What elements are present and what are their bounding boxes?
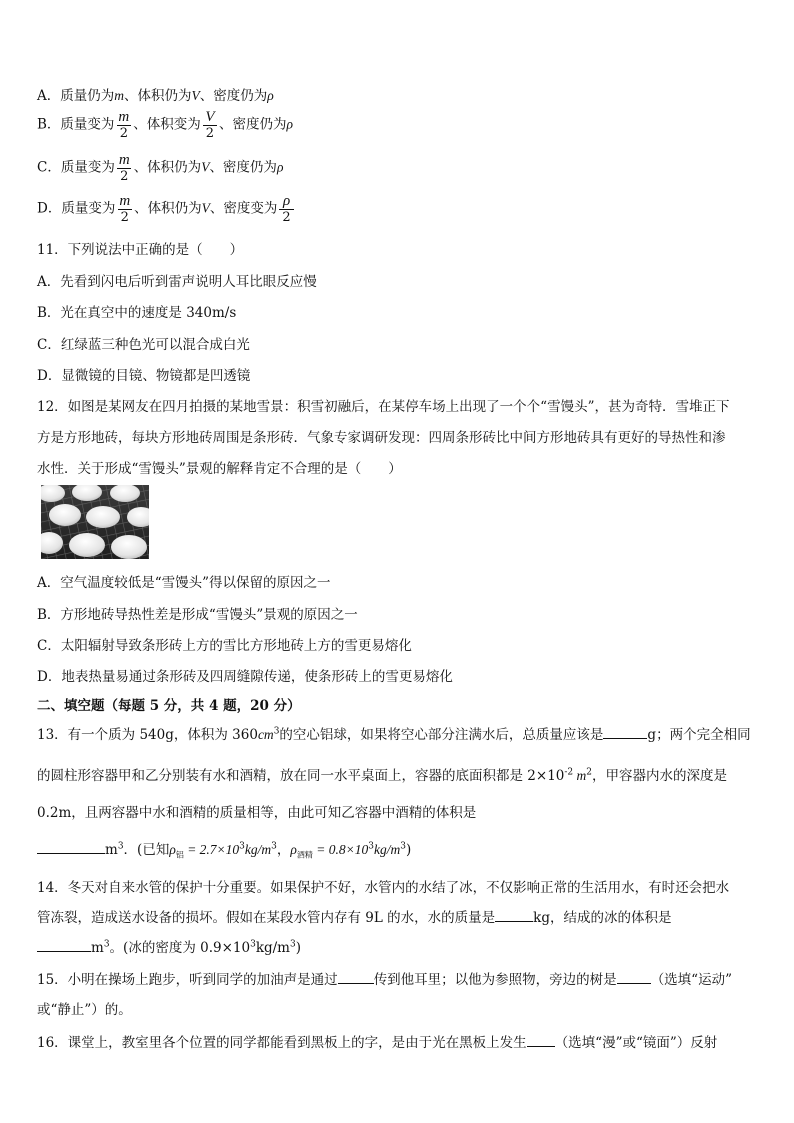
text: 、密度仍为 xyxy=(219,116,287,133)
q10-option-b xyxy=(37,110,293,140)
exponent: 3 xyxy=(368,841,374,852)
text: 的圆柱形容器甲和乙分别装有水和酒精，放在同一水平桌面上，容器的底面积都是 2×10 xyxy=(37,768,565,784)
q10-option-c xyxy=(37,153,283,183)
q12-stem-line1: 12．如图是某网友在四月拍摄的某地雪景：积雪初融后，在某停车场上出现了一个个“雪馒头”，甚为奇特．雪堆正下 xyxy=(37,399,730,415)
q12-option-a: A．空气温度较低是“雪馒头”得以保留的原因之一 xyxy=(37,575,331,591)
q13-line1 xyxy=(37,723,751,743)
q11-option-c: C．红绿蓝三种色光可以混合成白光 xyxy=(37,337,250,353)
var-m: m xyxy=(114,88,124,103)
q11-option-b: B．光在真空中的速度是 340m/s xyxy=(37,305,237,321)
q14-line3 xyxy=(37,936,301,956)
text: 、密度仍为 xyxy=(199,88,268,104)
text: 、密度仍为 xyxy=(209,159,277,176)
q16-line1 xyxy=(37,1031,717,1051)
unit: m xyxy=(105,842,118,858)
text: 16．课堂上，教室里各个位置的同学都能看到黑板上的字，是由于光在黑板上发生 xyxy=(37,1035,527,1051)
fraction-m-over-2 xyxy=(117,194,132,224)
numerator: m xyxy=(118,152,130,168)
exponent: 2 xyxy=(586,767,593,778)
exponent: 3 xyxy=(239,841,245,852)
q13-line4 xyxy=(37,838,411,861)
section-title-fill-in: 二、填空题（每题 5 分，共 4 题，20 分） xyxy=(37,698,301,714)
numerator: m xyxy=(119,193,131,209)
q15-line2: 或“静止”）的。 xyxy=(37,1002,132,1018)
subscript: 铝 xyxy=(175,850,184,860)
answer-blank[interactable] xyxy=(495,909,533,922)
q12-stem-line2: 方是方形地砖，每块方形地砖周围是条形砖．气象专家调研发现：四周条形砖比中间方形地砖具有更好的导热性和渗 xyxy=(37,430,726,446)
exponent: 3 xyxy=(273,726,280,737)
q11-stem: 11．下列说法中正确的是（ ） xyxy=(37,242,244,258)
text: ， xyxy=(276,842,291,858)
exponent: 3 xyxy=(103,939,110,950)
text: 。(冰的密度为 0.9×10 xyxy=(109,940,251,956)
denominator: 2 xyxy=(203,125,217,140)
text: 13．有一个质为 540g，体积为 360 xyxy=(37,727,258,743)
text: 、体积仍为 xyxy=(133,159,202,176)
option-label: B．质量变为 xyxy=(37,116,115,133)
text: g；两个完全相同 xyxy=(647,727,751,743)
fraction-rho-over-2 xyxy=(279,194,293,224)
var-rho: ρ xyxy=(267,88,274,103)
var-rho: ρ xyxy=(286,116,294,132)
answer-blank[interactable] xyxy=(338,971,374,984)
subscript: 酒精 xyxy=(296,850,313,860)
unit: kg/m xyxy=(255,940,290,956)
unit: kg/m xyxy=(244,842,272,857)
var-v: V xyxy=(201,159,210,175)
q13-line3: 0.2m，且两容器中水和酒精的质量相等，由此可知乙容器中酒精的体积是 xyxy=(37,805,477,821)
text: ．(已知 xyxy=(123,842,170,858)
q10-option-a xyxy=(37,84,274,104)
var-rho: ρ xyxy=(276,159,284,175)
text: = 2.7×10 xyxy=(183,842,240,857)
numerator: V xyxy=(205,109,215,125)
numerator: ρ xyxy=(282,193,291,209)
text: 的空心铝球，如果将空心部分注满水后，总质量应该是 xyxy=(279,727,604,743)
answer-blank[interactable] xyxy=(527,1034,555,1047)
var-rho: ρ xyxy=(290,842,297,857)
q12-option-d: D．地表热量易通过条形砖及四周缝隙传递，使条形砖上的雪更易熔化 xyxy=(37,669,453,685)
unit: m xyxy=(573,768,587,783)
q11-option-d: D．显微镜的目镜、物镜都是凹透镜 xyxy=(37,368,251,384)
q12-option-c: C．太阳辐射导致条形砖上方的雪比方形地砖上方的雪更易熔化 xyxy=(37,638,412,654)
exponent: 3 xyxy=(250,939,256,950)
answer-blank[interactable] xyxy=(617,971,651,984)
option-label: D．质量变为 xyxy=(37,200,116,217)
q11-option-a: A．先看到闪电后听到雷声说明人耳比眼反应慢 xyxy=(37,274,317,290)
text: （选填“运动” xyxy=(650,972,732,988)
fraction-v-over-2 xyxy=(203,110,217,140)
var-rho: ρ xyxy=(169,842,176,857)
var-v: V xyxy=(201,200,210,216)
text: ) xyxy=(295,940,301,956)
exponent: 3 xyxy=(271,841,277,852)
q10-option-d xyxy=(37,194,296,224)
exponent: -2 xyxy=(564,767,574,778)
answer-blank[interactable] xyxy=(37,939,91,952)
exponent: 3 xyxy=(289,939,296,950)
q14-line2 xyxy=(37,906,671,926)
answer-blank[interactable] xyxy=(603,726,647,739)
denominator: 2 xyxy=(117,125,131,140)
text: kg，结成的冰的体积是 xyxy=(533,910,672,926)
q15-line1 xyxy=(37,968,732,988)
text: 、密度变为 xyxy=(209,200,278,217)
q12-stem-line3: 水性．关于形成“雪馒头”景观的解释肯定不合理的是（ ） xyxy=(37,461,402,477)
fraction-m-over-2 xyxy=(116,110,131,140)
q12-option-b: B．方形地砖导热性差是形成“雪馒头”景观的原因之一 xyxy=(37,607,358,623)
denominator: 2 xyxy=(279,209,293,224)
var-v: V xyxy=(191,88,200,103)
unit: m xyxy=(91,940,104,956)
text: = 0.8×10 xyxy=(312,842,369,857)
unit: cm xyxy=(257,727,274,742)
unit: kg/m xyxy=(373,842,401,857)
text: 传到他耳里；以他为参照物，旁边的树是 xyxy=(373,972,617,988)
answer-blank[interactable] xyxy=(37,841,105,854)
fraction-m-over-2 xyxy=(117,153,132,183)
text: 15．小明在操场上跑步，听到同学的加油声是通过 xyxy=(37,972,338,988)
text: 、体积变为 xyxy=(133,116,201,133)
text: 、体积仍为 xyxy=(124,88,192,104)
text: 管冻裂，造成送水设备的损坏。假如在某段水管内存有 9L 的水，水的质量是 xyxy=(37,910,496,926)
text: （选填“漫”或“镜面”）反射 xyxy=(554,1035,718,1051)
q13-line2 xyxy=(37,764,727,784)
denominator: 2 xyxy=(118,209,132,224)
numerator: m xyxy=(118,109,130,125)
text: ，甲容器内水的深度是 xyxy=(592,768,728,784)
denominator: 2 xyxy=(117,168,131,183)
snow-mounds-photo xyxy=(41,485,149,559)
exponent: 3 xyxy=(117,841,124,852)
exponent: 3 xyxy=(400,841,406,852)
text: 、体积仍为 xyxy=(134,200,202,217)
text: ) xyxy=(405,842,412,858)
option-label: A．质量仍为 xyxy=(37,88,115,104)
option-label: C．质量变为 xyxy=(37,159,115,176)
q14-line1: 14．冬天对自来水管的保护十分重要。如果保护不好，水管内的水结了冰，不仅影响正常的生活用水，有时还会把水 xyxy=(37,880,730,896)
